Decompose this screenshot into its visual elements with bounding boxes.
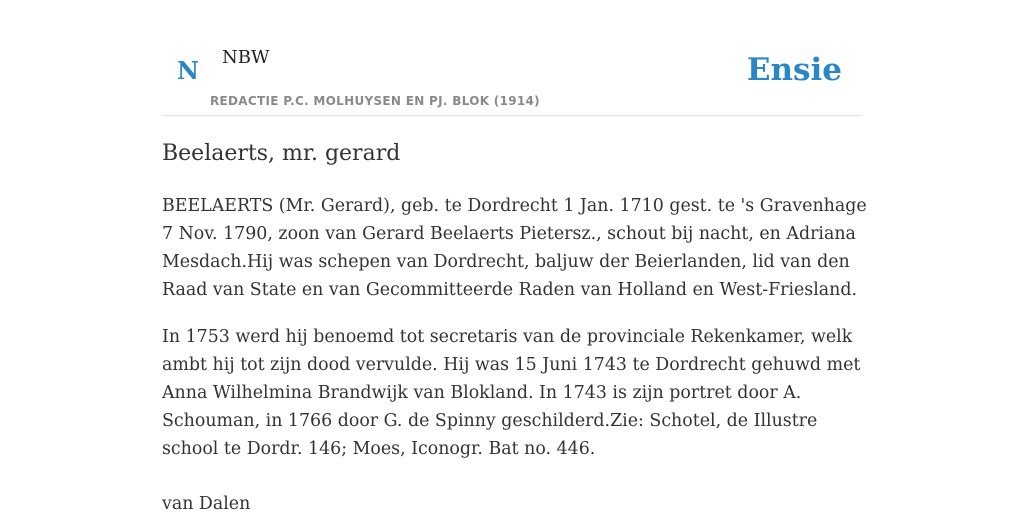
entry-author: van Dalen bbox=[162, 494, 251, 512]
ensie-logo-link[interactable]: Ensie bbox=[746, 52, 842, 88]
entry-title: Beelaerts, mr. gerard bbox=[162, 141, 401, 166]
source-logo[interactable]: N bbox=[177, 56, 199, 85]
source-editors: REDACTIE P.C. MOLHUYSEN EN PJ. BLOK (1914) bbox=[210, 94, 540, 108]
entry-paragraph: BEELAERTS (Mr. Gerard), geb. te Dordrecht 1 Jan. 1710 gest. te 's Gravenhage 7 Nov. 1790, zoon van Gerard Beelaerts Pietersz., schout bij nacht, en Adriana Mesdach.Hij was schepen van Dordrecht, baljuw der Beierlanden, lid van den Raad van State en van Gecommitteerde Raden van Holland en West-Friesland. bbox=[162, 196, 867, 300]
source-header bbox=[162, 40, 862, 116]
entry-body bbox=[162, 192, 868, 482]
entry-paragraph: In 1753 werd hij benoemd tot secretaris van de provinciale Rekenkamer, welk ambt hij tot zijn dood vervulde. Hij was 15 Juni 1743 te Dordrecht gehuwd met Anna Wilhelmina Brandwijk van Blokland. In 1743 is zijn portret door A. Schouman, in 1766 door G. de Spinny geschilderd.Zie: Schotel, de Illustre school te Dordr. 146; Moes, Iconogr. Bat no. 446. bbox=[162, 327, 861, 459]
source-name-link[interactable]: NBW bbox=[222, 47, 270, 68]
